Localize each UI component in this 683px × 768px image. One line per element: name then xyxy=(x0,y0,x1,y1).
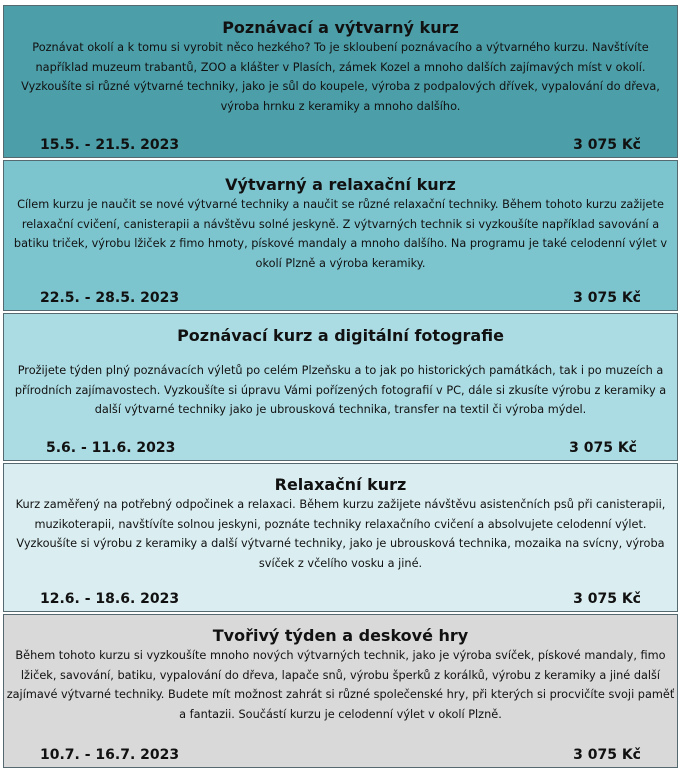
course-description: Kurz zaměřený na potřebný odpočinek a relaxaci. Během kurzu zažijete návštěvu asistenčních psů při canisterapii, muzikoterapii, navštívíte solnou jeskyni, poznáte techniky relaxačního cvičení a absolvujete celodenní výlet. Vyzkoušíte si výrobu z keramiky a další výtvarné techniky, jako je ubrousková technika, mozaika na svícny, výroba svíček z včelího vosku a jiné. xyxy=(15,498,666,570)
course-card xyxy=(3,313,678,461)
course-footer xyxy=(4,438,677,458)
course-card xyxy=(3,5,678,158)
course-description: Během tohoto kurzu si vyzkoušíte mnoho nových výtvarných technik, jako je výroba svíček, pískové mandaly, fimo lžiček, savování, batiku, vypalování do dřeva, lapače snů, výrobu šperků z korálků, výrobu z keramiky a jiné další zajímavé výtvarné techniky. Budete mít možnost zahrát si různé společenské hry, při kterých si procvičíte svoji paměť a fantazii. Součástí kurzu je celodenní výlet v okolí Plzně. xyxy=(6,649,675,721)
course-description: Prožijete týden plný poznávacích výletů po celém Plzeňsku a to jak po historických památkách, tak i po muzeích a přírodních zajímavostech. Vyzkoušíte si úpravu Vámi pořízených fotografií v PC, dále si zkusíte výrobu z keramiky a další výtvarné techniky jako je ubrousková technika, transfer na textil či výroba mýdel. xyxy=(14,364,667,416)
course-footer xyxy=(4,589,677,609)
course-title: Tvořivý týden a deskové hry xyxy=(212,626,469,645)
course-card xyxy=(3,160,678,311)
course-footer xyxy=(4,288,677,308)
course-dates: 5.6. - 11.6. 2023 xyxy=(46,440,176,456)
course-title: Poznávací a výtvarný kurz xyxy=(222,18,459,37)
course-price: 3 075 Kč xyxy=(573,137,641,153)
course-dates: 22.5. - 28.5. 2023 xyxy=(40,290,180,306)
course-footer xyxy=(4,745,677,765)
course-price: 3 075 Kč xyxy=(569,440,637,456)
course-price: 3 075 Kč xyxy=(573,591,641,607)
course-dates: 10.7. - 16.7. 2023 xyxy=(40,747,180,763)
course-card xyxy=(3,614,678,768)
course-dates: 12.6. - 18.6. 2023 xyxy=(40,591,180,607)
course-description: Poznávat okolí a k tomu si vyrobit něco hezkého? To je skloubení poznávacího a výtvarného kurzu. Navštívíte například muzeum trabantů, ZOO a klášter v Plasích, zámek Kozel a mnoho dalších zajímavých míst v okolí. Vyzkoušíte si různé výtvarné techniky, jako je sůl do koupele, výroba z podpalových dřívek, vypalování do dřeva, výroba hrnku z keramiky a mnoho dalšího. xyxy=(21,41,660,113)
course-price: 3 075 Kč xyxy=(573,290,641,306)
course-price: 3 075 Kč xyxy=(573,747,641,763)
course-title: Poznávací kurz a digitální fotografie xyxy=(177,326,504,345)
course-description: Cílem kurzu je naučit se nové výtvarné techniky a naučit se různé relaxační techniky. Během tohoto kurzu zažijete relaxační cvičení, canisterapii a návštěvu solné jeskyně. Z výtvarných technik si vyzkoušíte například savování a batiku triček, výrobu lžiček z fimo hmoty, pískové mandaly a mnoho dalšího. Na programu je také celodenní výlet v okolí Plzně a výroba keramiky. xyxy=(13,198,668,270)
course-card xyxy=(3,463,678,612)
course-title: Výtvarný a relaxační kurz xyxy=(225,175,456,194)
course-dates: 15.5. - 21.5. 2023 xyxy=(40,137,180,153)
course-title: Relaxační kurz xyxy=(274,475,407,494)
course-footer xyxy=(4,135,677,155)
